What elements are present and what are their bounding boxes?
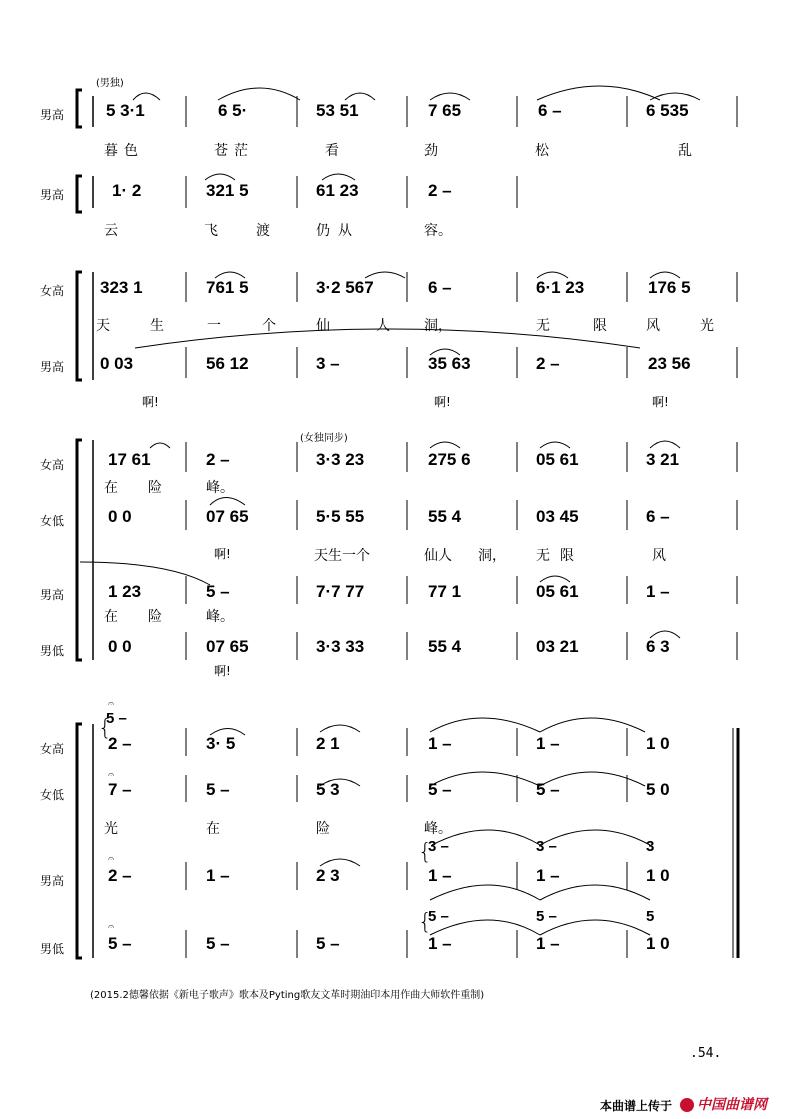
measure: 1 23 bbox=[108, 582, 142, 601]
lyric: 仍从 bbox=[316, 223, 360, 239]
measure: 7 – bbox=[108, 780, 132, 799]
lyric: 天生一个 bbox=[314, 548, 370, 564]
lyric: 暮色 bbox=[104, 143, 144, 159]
measure: 1 – bbox=[536, 934, 560, 953]
lyric: 啊! bbox=[214, 547, 231, 561]
measure: 1 0 bbox=[646, 934, 670, 953]
lyric: 劲 bbox=[424, 143, 438, 159]
measure: 05 61 bbox=[536, 450, 579, 469]
measure: 6 5· bbox=[218, 101, 248, 120]
measure: 61 23 bbox=[316, 181, 359, 200]
lyric: 苍茫 bbox=[214, 143, 254, 159]
measure: 55 4 bbox=[428, 637, 462, 656]
measure: 3· 5 bbox=[206, 734, 236, 753]
lyric: 光 bbox=[700, 318, 714, 334]
measure: 2 – bbox=[108, 866, 132, 885]
page-number: .54. bbox=[690, 1046, 722, 1061]
measure: 56 12 bbox=[206, 354, 249, 373]
part-label: 女低 bbox=[40, 788, 65, 802]
part-label: 女高 bbox=[40, 742, 65, 756]
measure: 5 – bbox=[536, 780, 560, 799]
lyric: 个 bbox=[262, 318, 276, 334]
lyric: 在 bbox=[104, 609, 118, 625]
part-label: 男高 bbox=[40, 108, 65, 122]
part-label: 男低 bbox=[40, 644, 65, 658]
solo-annotation: (男独) bbox=[96, 78, 124, 89]
measure: 6·1 23 bbox=[536, 278, 585, 297]
measure: 6 – bbox=[538, 101, 562, 120]
measure: 5 3·1 bbox=[106, 101, 145, 120]
lyric: 生 bbox=[150, 318, 164, 334]
part-label: 男低 bbox=[40, 942, 65, 956]
measure-upper: 5 – bbox=[106, 710, 127, 727]
logo-text: 中国曲谱网 bbox=[697, 1097, 767, 1113]
measure: 3·3 33 bbox=[316, 637, 365, 656]
measure: 0 0 bbox=[108, 507, 132, 526]
measure: 2 1 bbox=[316, 734, 340, 753]
measure: 07 65 bbox=[206, 637, 249, 656]
lyric: 仙人 bbox=[424, 548, 452, 564]
measure: 5 – bbox=[428, 780, 452, 799]
logo-icon bbox=[680, 1098, 694, 1112]
measure: 5 – bbox=[316, 934, 340, 953]
measure-upper: 5 – bbox=[536, 908, 557, 925]
measure: 17 61 bbox=[108, 450, 151, 469]
lyric: 无 bbox=[536, 318, 550, 334]
measure: 1 0 bbox=[646, 734, 670, 753]
measure: 2 – bbox=[428, 181, 452, 200]
footnote: (2015.2德馨依据《新电子歌声》歌本及Pyting歌友文革时期油印本用作曲大师软件重制) bbox=[90, 990, 485, 1001]
measure: 0 0 bbox=[108, 637, 132, 656]
measure: 761 5 bbox=[206, 278, 249, 297]
measure: 1 – bbox=[536, 734, 560, 753]
lyric: 峰。 bbox=[206, 609, 234, 625]
lyric: 容。 bbox=[424, 223, 452, 239]
measure: 1 0 bbox=[646, 866, 670, 885]
part-label: 男高 bbox=[40, 588, 65, 602]
measure: 03 45 bbox=[536, 507, 579, 526]
measure: 6 – bbox=[646, 507, 670, 526]
measure: 5 – bbox=[108, 934, 132, 953]
lyric: 在 bbox=[206, 821, 220, 837]
fermata-icon: 𝄐 bbox=[108, 852, 115, 865]
measure: 321 5 bbox=[206, 181, 249, 200]
measure: 1 – bbox=[428, 734, 452, 753]
measure: 5 – bbox=[206, 934, 230, 953]
measure-upper: 5 bbox=[646, 908, 655, 925]
part-label: 男高 bbox=[40, 188, 65, 202]
brace-icon: { bbox=[418, 910, 432, 935]
measure-upper: 3 bbox=[646, 838, 655, 855]
measure: 1 – bbox=[646, 582, 670, 601]
lyric: 一 bbox=[207, 318, 221, 334]
lyric: 松 bbox=[535, 143, 549, 159]
lyric: 限 bbox=[593, 318, 607, 334]
part-label: 男高 bbox=[40, 874, 65, 888]
lyric: 险 bbox=[148, 609, 162, 625]
measure: 5·5 55 bbox=[316, 507, 365, 526]
part-label: 男高 bbox=[40, 360, 65, 374]
lyric: 啊! bbox=[214, 664, 231, 678]
lyric: 风 bbox=[646, 318, 660, 334]
lyric: 洞， bbox=[424, 318, 452, 334]
brace-icon: { bbox=[98, 716, 112, 741]
measure: 05 61 bbox=[536, 582, 579, 601]
lyric: 乱 bbox=[678, 143, 692, 159]
measure: 55 4 bbox=[428, 507, 462, 526]
lyric: 峰。 bbox=[424, 821, 452, 837]
lyric: 在 bbox=[104, 480, 118, 496]
measure: 77 1 bbox=[428, 582, 462, 601]
lyric: 仙 bbox=[316, 318, 330, 334]
measure: 0 03 bbox=[100, 354, 134, 373]
lyric: 渡 bbox=[256, 223, 270, 239]
measure: 1· 2 bbox=[112, 181, 142, 200]
measure: 03 21 bbox=[536, 637, 579, 656]
measure: 6 – bbox=[428, 278, 452, 297]
measure: 53 51 bbox=[316, 101, 359, 120]
measure: 1 – bbox=[206, 866, 230, 885]
part-label: 女高 bbox=[40, 458, 65, 472]
measure: 1 – bbox=[536, 866, 560, 885]
measure: 2 – bbox=[536, 354, 560, 373]
measure: 2 – bbox=[108, 734, 132, 753]
lyric: 无限 bbox=[536, 548, 584, 564]
lyric: 啊! bbox=[142, 395, 159, 409]
sync-annotation: (女独同步) bbox=[300, 433, 348, 444]
measure: 275 6 bbox=[428, 450, 471, 469]
measure: 3·3 23 bbox=[316, 450, 365, 469]
lyric: 天 bbox=[96, 318, 110, 334]
measure: 07 65 bbox=[206, 507, 249, 526]
part-label: 女高 bbox=[40, 284, 65, 298]
lyric: 光 bbox=[104, 821, 118, 837]
measure: 7·7 77 bbox=[316, 582, 365, 601]
measure: 35 63 bbox=[428, 354, 471, 373]
lyric: 人 bbox=[376, 318, 390, 334]
measure: 23 56 bbox=[648, 354, 691, 373]
lyric: 飞 bbox=[204, 223, 218, 239]
lyric: 峰。 bbox=[206, 480, 234, 496]
fermata-icon: 𝄐 bbox=[108, 697, 115, 710]
lyric: 险 bbox=[148, 480, 162, 496]
lyric: 啊! bbox=[434, 395, 451, 409]
brace-icon: { bbox=[418, 840, 432, 865]
lyric: 看 bbox=[325, 143, 339, 159]
measure: 7 65 bbox=[428, 101, 462, 120]
part-label: 女低 bbox=[40, 514, 65, 528]
fermata-icon: 𝄐 bbox=[108, 920, 115, 933]
measure: 3 21 bbox=[646, 450, 680, 469]
fermata-icon: 𝄐 bbox=[108, 768, 115, 781]
measure: 5 3 bbox=[316, 780, 340, 799]
measure-upper: 3 – bbox=[536, 838, 557, 855]
measure: 3·2 567 bbox=[316, 278, 374, 297]
upload-text: 本曲谱上传于 bbox=[600, 1099, 673, 1113]
measure: 5 – bbox=[206, 780, 230, 799]
lyric: 险 bbox=[316, 821, 330, 837]
lyric: 啊! bbox=[652, 395, 669, 409]
measure: 1 – bbox=[428, 866, 452, 885]
measure: 1 – bbox=[428, 934, 452, 953]
lyric: 洞， bbox=[478, 548, 506, 564]
lyric: 云 bbox=[104, 223, 118, 239]
site-logo bbox=[680, 1094, 767, 1114]
measure: 5 0 bbox=[646, 780, 670, 799]
measure-upper: 5 – bbox=[428, 908, 449, 925]
measure: 2 – bbox=[206, 450, 230, 469]
measure: 176 5 bbox=[648, 278, 691, 297]
measure-upper: 3 – bbox=[428, 838, 449, 855]
measure: 2 3 bbox=[316, 866, 340, 885]
measure: 6 535 bbox=[646, 101, 689, 120]
measure: 3 – bbox=[316, 354, 340, 373]
measure: 5 – bbox=[206, 582, 230, 601]
measure: 323 1 bbox=[100, 278, 143, 297]
lyric: 风 bbox=[652, 548, 666, 564]
measure: 6 3 bbox=[646, 637, 670, 656]
